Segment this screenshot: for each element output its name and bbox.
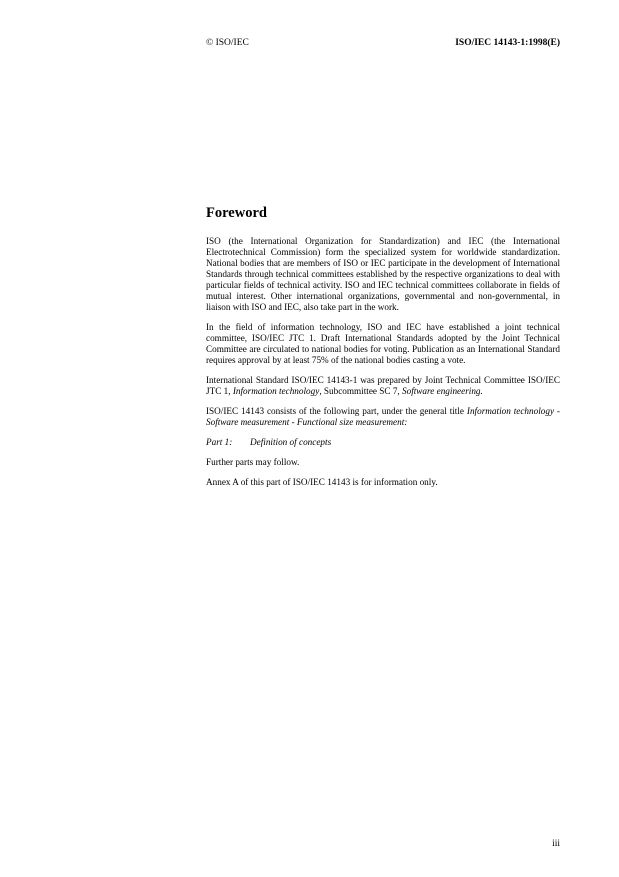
- part-number: Part 1:: [206, 437, 233, 447]
- prepared-by-em-b: Software engineering.: [402, 386, 483, 396]
- general-title: Information technology - Software measurement - Functional size measurement:: [206, 406, 560, 427]
- part-list-item: [206, 437, 560, 448]
- foreword-section: [206, 205, 560, 497]
- page-title: Foreword: [206, 205, 267, 221]
- page-number: iii: [552, 839, 560, 849]
- prepared-by-text-a: International Standard ISO/IEC 14143-1 was prepared by Joint Technical Committee ISO/IEC JTC 1,: [206, 375, 560, 396]
- paragraph-jtc1: In the field of information technology, ISO and IEC have established a joint technical committee, ISO/IEC JTC 1. Draft International Standards adopted by the Joint Technical Committee are circulated to national bodies for voting. Publication as an International Standard requires approval by at least 75% of the national bodies casting a vote.: [206, 322, 560, 365]
- header-copyright: © ISO/IEC: [206, 38, 249, 48]
- paragraph-iso-iec: ISO (the International Organization for Standardization) and IEC (the International Electrotechnical Commission) form the specialized system for worldwide standardization. National bodies that are members of ISO or IEC participate in the development of International Standards through technical committees established by the respective organizations to deal with particular fields of technical activity. ISO and IEC technical committees collaborate in fields of mutual interest. Other international organizations, governmental and non-governmental, in liaison with ISO and IEC, also take part in the work.: [206, 236, 560, 312]
- paragraph-further-parts: Further parts may follow.: [206, 457, 300, 467]
- paragraph-prepared-by: [206, 375, 560, 397]
- consists-of-text: ISO/IEC 14143 consists of the following part, under the general title: [206, 406, 467, 416]
- paragraph-annex: Annex A of this part of ISO/IEC 14143 is for information only.: [206, 477, 438, 487]
- part-title: Definition of concepts: [250, 437, 332, 447]
- header-standard-id: ISO/IEC 14143-1:1998(E): [455, 38, 560, 48]
- paragraph-consists-of: [206, 406, 560, 428]
- prepared-by-em-a: Information technology: [232, 386, 320, 396]
- prepared-by-text-b: , Subcommittee SC 7,: [319, 386, 403, 396]
